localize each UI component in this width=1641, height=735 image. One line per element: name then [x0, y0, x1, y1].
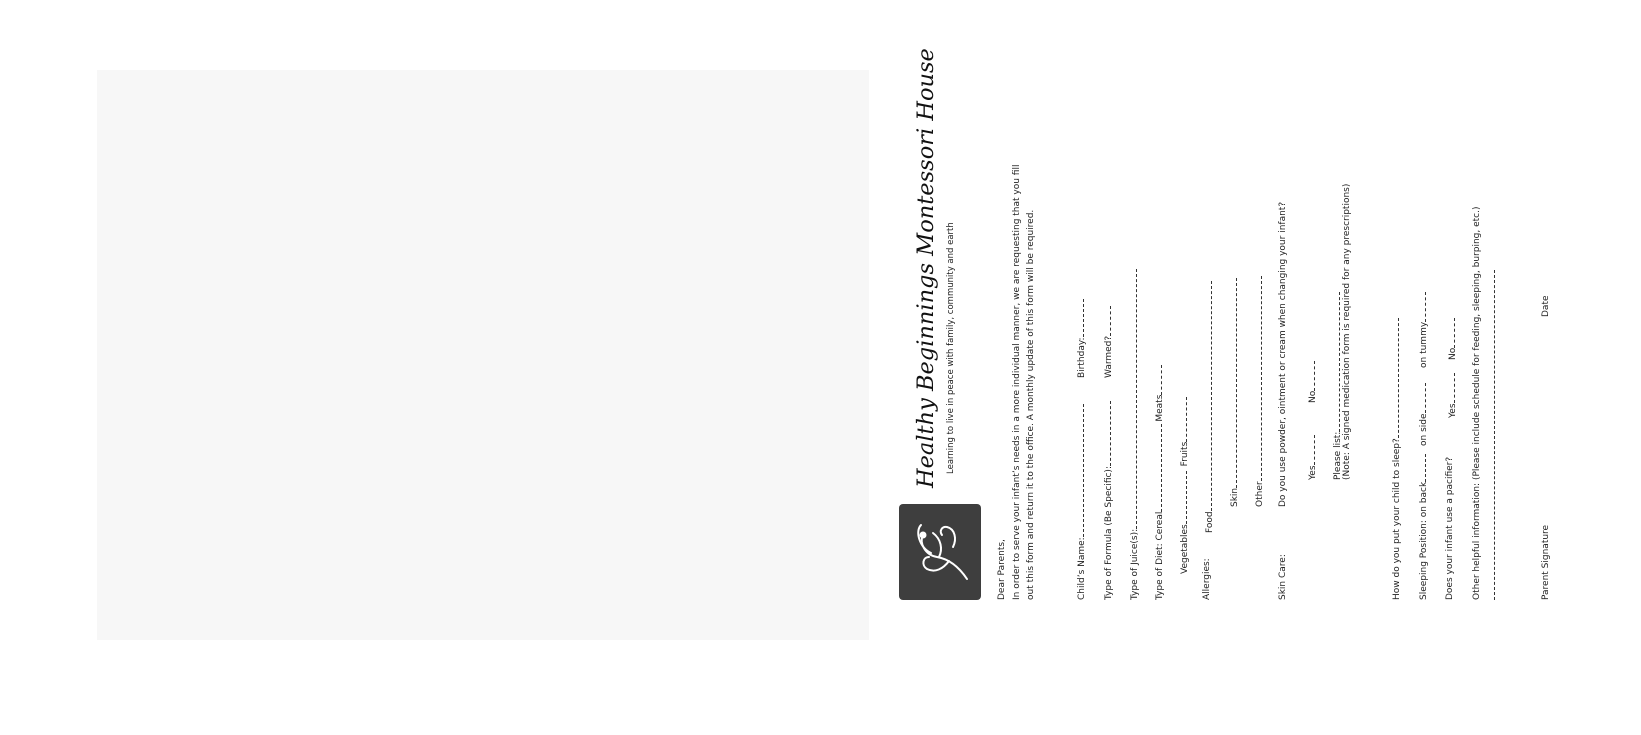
meats-field[interactable] [1152, 365, 1162, 395]
diet-label: Type of Diet: Cereal [1155, 511, 1165, 600]
other-row [1252, 274, 1265, 507]
cereal-field[interactable] [1152, 424, 1162, 512]
letter-body: In order to serve your infant’s needs in a more individual manner, we are requesting that you fill out this form and return it to the office. A monthly update of this form will be required. [1012, 164, 1036, 600]
fruits-field[interactable] [1177, 397, 1187, 442]
birthday-group [1074, 297, 1087, 378]
warmed-field[interactable] [1101, 306, 1111, 336]
child-name-row [1074, 337, 1087, 600]
other-info-label: Other helpful information: (Please include schedule for feeding, sleeping, burping, etc.) [1472, 206, 1482, 600]
sleep-row [1389, 316, 1402, 600]
skin-care-no-field[interactable] [1305, 361, 1315, 391]
warmed-label: Warmed? [1104, 335, 1114, 378]
greeting: Dear Parents, [997, 539, 1007, 600]
warmed-group [1101, 304, 1114, 378]
other-info-field[interactable] [1485, 270, 1495, 600]
skin-field[interactable] [1227, 278, 1237, 488]
vegetables-field[interactable] [1177, 471, 1187, 524]
tagline: Learning to live in peace with family, community and earth [946, 222, 956, 474]
vine-swirl-icon [909, 517, 971, 587]
formula-field[interactable] [1101, 401, 1111, 466]
skin-care-answer-row [1305, 390, 1318, 480]
yes-label: Yes [1308, 465, 1318, 480]
no-label: No [1308, 390, 1318, 403]
other-label: Other [1255, 481, 1265, 507]
birthday-field[interactable] [1074, 299, 1084, 337]
pacifier-yes-label: Yes [1448, 403, 1458, 418]
medication-note: (Note: A signed medication form is required for any prescriptions) [1342, 183, 1352, 480]
fruits-label: Fruits [1180, 441, 1190, 467]
on-tummy-field[interactable] [1416, 292, 1426, 322]
pacifier-no-label: No [1448, 347, 1458, 360]
vegetables-label: Vegetables [1180, 524, 1190, 574]
pacifier-no-field[interactable] [1445, 318, 1455, 348]
on-back-field[interactable] [1416, 454, 1426, 482]
juice-field[interactable] [1127, 269, 1137, 529]
veg-row [1177, 395, 1190, 574]
pacifier-question: Does your infant use a pacifier? [1445, 456, 1455, 600]
parent-signature-label: Parent Signature [1541, 524, 1551, 600]
pacifier-no-group [1445, 316, 1458, 360]
please-list-label: Please list: [1333, 431, 1343, 480]
food-label: Food [1205, 511, 1215, 533]
food-field[interactable] [1202, 281, 1212, 511]
on-side-field[interactable] [1416, 383, 1426, 413]
other-field[interactable] [1252, 276, 1262, 481]
logo [899, 504, 981, 600]
skin-care-label: Skin Care: [1278, 554, 1288, 600]
paper-sheet [97, 70, 869, 640]
formula-row [1101, 335, 1114, 600]
juice-row [1127, 267, 1140, 600]
diet-row [1152, 363, 1165, 600]
other-info [1471, 180, 1501, 600]
page-title: Healthy Beginnings Montessori House [913, 48, 939, 488]
on-tummy-label: on tummy [1419, 321, 1429, 368]
on-side-group [1416, 381, 1429, 446]
sleeping-position-label: Sleeping Position: on back [1419, 481, 1429, 600]
pacifier-yes-field[interactable] [1445, 373, 1455, 403]
birthday-label: Birthday: [1077, 337, 1087, 378]
pacifier-row [1445, 347, 1458, 600]
sleep-field[interactable] [1389, 318, 1399, 438]
food-row [1202, 279, 1215, 533]
sleeping-position-row [1416, 321, 1429, 600]
juice-label: Type of Juice(s): [1130, 528, 1140, 600]
meats-label: Meats [1155, 394, 1165, 422]
no-group [1305, 359, 1318, 403]
form-document [869, 48, 1641, 600]
formula-label: Type of Formula (Be Specific): [1104, 466, 1114, 600]
skin-care-question: Do you use powder, ointment or cream when changing your infant? [1278, 201, 1288, 507]
pacifier-yes-group [1445, 371, 1458, 418]
on-tummy-group [1416, 290, 1429, 368]
allergies-label: Allergies: [1202, 558, 1212, 600]
skin-care-yes-field[interactable] [1305, 435, 1315, 465]
skin-row [1227, 276, 1240, 507]
please-list-field[interactable] [1330, 292, 1340, 432]
skin-label: Skin [1230, 487, 1240, 507]
child-name-label: Child’s Name: [1077, 537, 1087, 600]
sleep-question: How do you put your child to sleep? [1392, 438, 1402, 600]
date-label: Date [1541, 295, 1551, 317]
on-side-label: on side [1419, 413, 1429, 446]
child-name-field[interactable] [1074, 404, 1084, 537]
